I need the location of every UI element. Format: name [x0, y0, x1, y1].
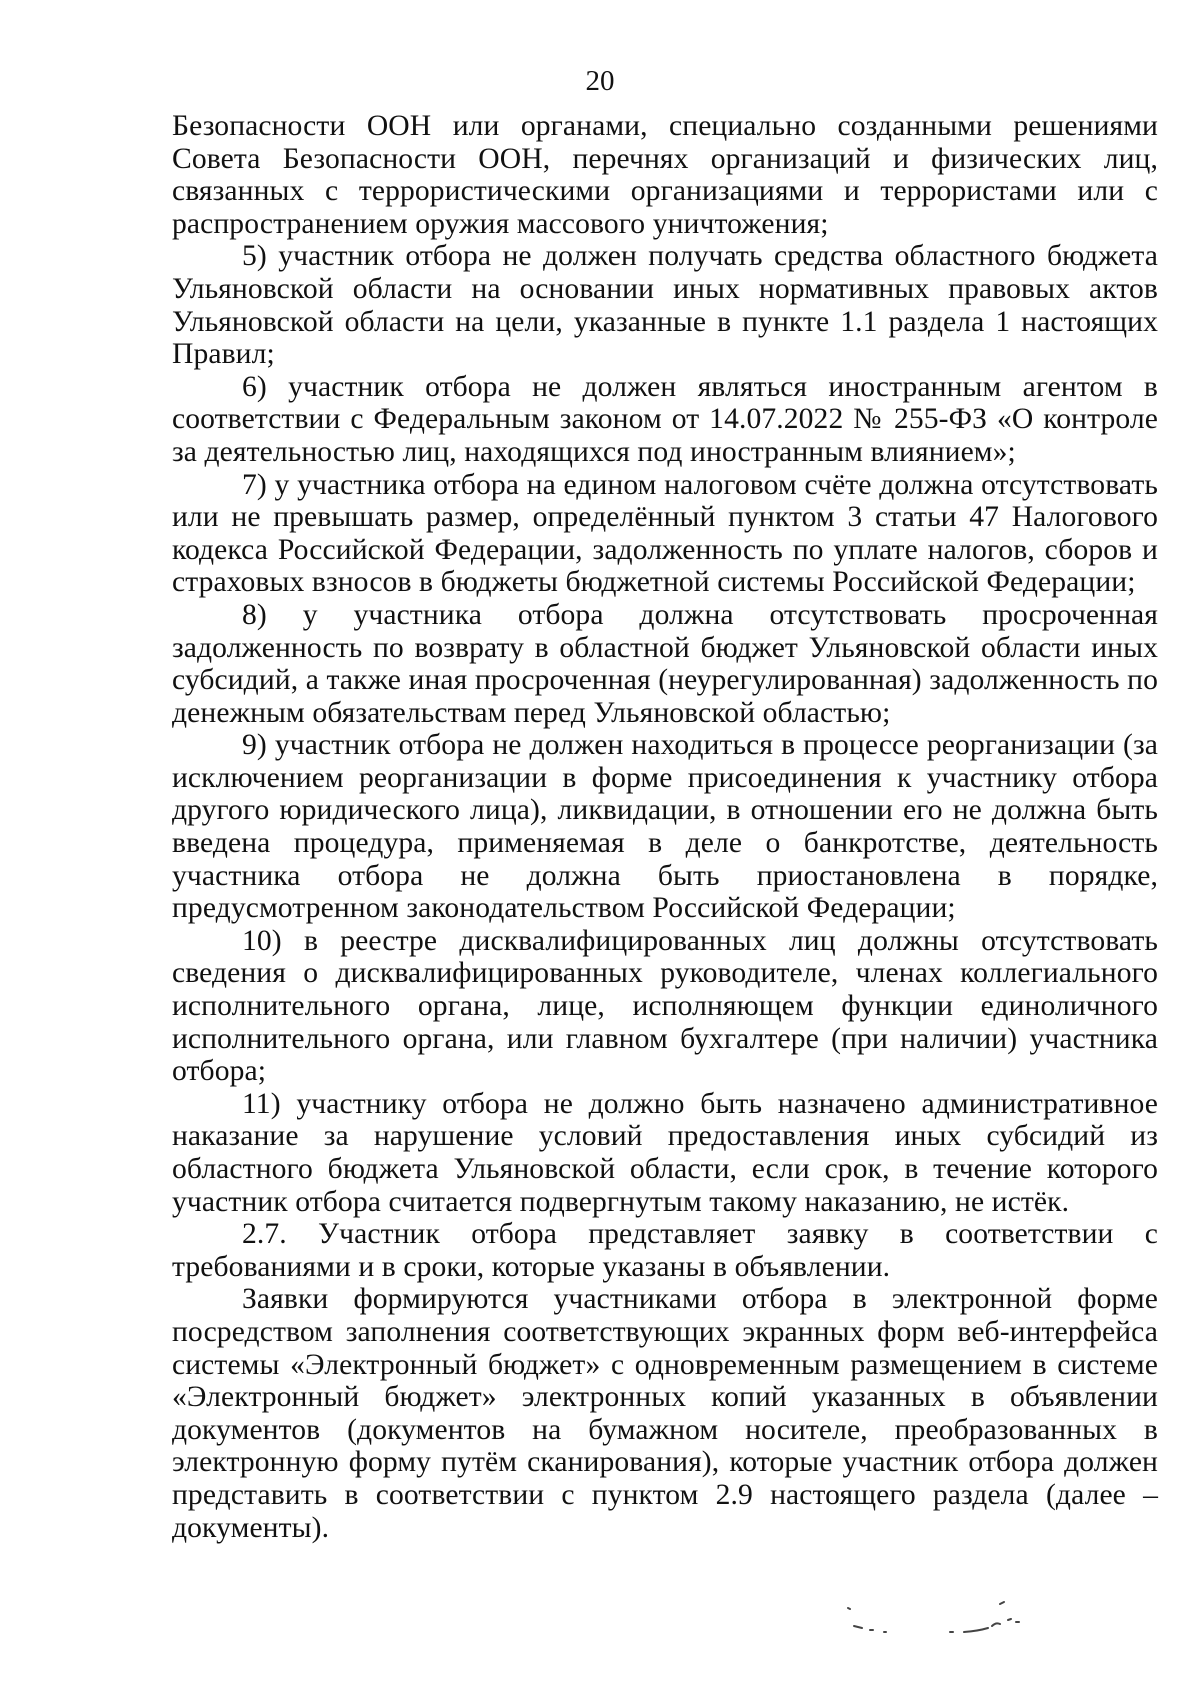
paragraph-continuation: Безопасности ООН или органами, специально созданными решениями Совета Безопасности ООН, перечнях организаций и физических лиц, связанных с террористическими организациями и террористами или с распространением оружия массового уничтожения; [172, 110, 1158, 240]
paragraph-item-6: 6) участник отбора не должен являться иностранным агентом в соответствии с Федеральным законом от 14.07.2022 № 255-ФЗ «О контроле за деятельностью лиц, находящихся под иностранным влиянием»; [172, 370, 1158, 468]
paragraph-item-11: 11) участнику отбора не должно быть назначено административное наказание за нарушение условий предоставления иных субсидий из областного бюджета Ульяновской области, если срок, в течение которого участник отбора считается подвергнутым такому наказанию, не истёк. [172, 1087, 1158, 1218]
paragraph-item-8: 8) у участника отбора должна отсутствовать просроченная задолженность по возврату в областной бюджет Ульяновской области иных субсидий, а также иная просроченная (неурегулированная) задолженность по денежным обязательствам перед Ульяновской областью; [172, 598, 1158, 729]
scan-marks [840, 1590, 1080, 1640]
paragraph-item-10: 10) в реестре дисквалифицированных лиц должны отсутствовать сведения о дисквалифицированных руководителе, членах коллегиального исполнительного органа, лице, исполняющем функции единоличного исполнительного органа, или главном бухгалтере (при наличии) участника отбора; [172, 924, 1158, 1088]
paragraph-2-7: 2.7. Участник отбора представляет заявку в соответствии с требованиями и в сроки, которые указаны в объявлении. [172, 1218, 1158, 1283]
paragraph-item-7: 7) у участника отбора на едином налоговом счёте должна отсутствовать или не превышать размер, определённый пунктом 3 статьи 47 Налогового кодекса Российской Федерации, задолженность по уплате налогов, сборов и страховых взносов в бюджеты бюджетной системы Российской Федерации; [172, 468, 1158, 599]
paragraph-item-5: 5) участник отбора не должен получать средства областного бюджета Ульяновской области на основании иных нормативных правовых актов Ульяновской области на цели, указанные в пункте 1.1 раздела 1 настоящих Правил; [172, 240, 1158, 371]
page-number: 20 [585, 65, 615, 97]
document-body [172, 110, 1158, 1544]
paragraph-item-9: 9) участник отбора не должен находиться в процессе реорганизации (за исключением реорганизации в форме присоединения к участнику отбора другого юридического лица), ликвидации, в отношении его не должна быть введена процедура, применяемая в деле о банкротстве, деятельность участника отбора не должна быть приостановлена в порядке, предусмотренном законодательством Российской Федерации; [172, 729, 1158, 925]
paragraph-applications: Заявки формируются участниками отбора в электронной форме посредством заполнения соответствующих экранных форм веб-интерфейса системы «Электронный бюджет» с одновременным размещением в системе «Электронный бюджет» электронных копий указанных в объявлении документов (документов на бумажном носителе, преобразованных в электронную форму путём сканирования), которые участник отбора должен представить в соответствии с пунктом 2.9 настоящего раздела (далее – документы). [172, 1283, 1158, 1544]
